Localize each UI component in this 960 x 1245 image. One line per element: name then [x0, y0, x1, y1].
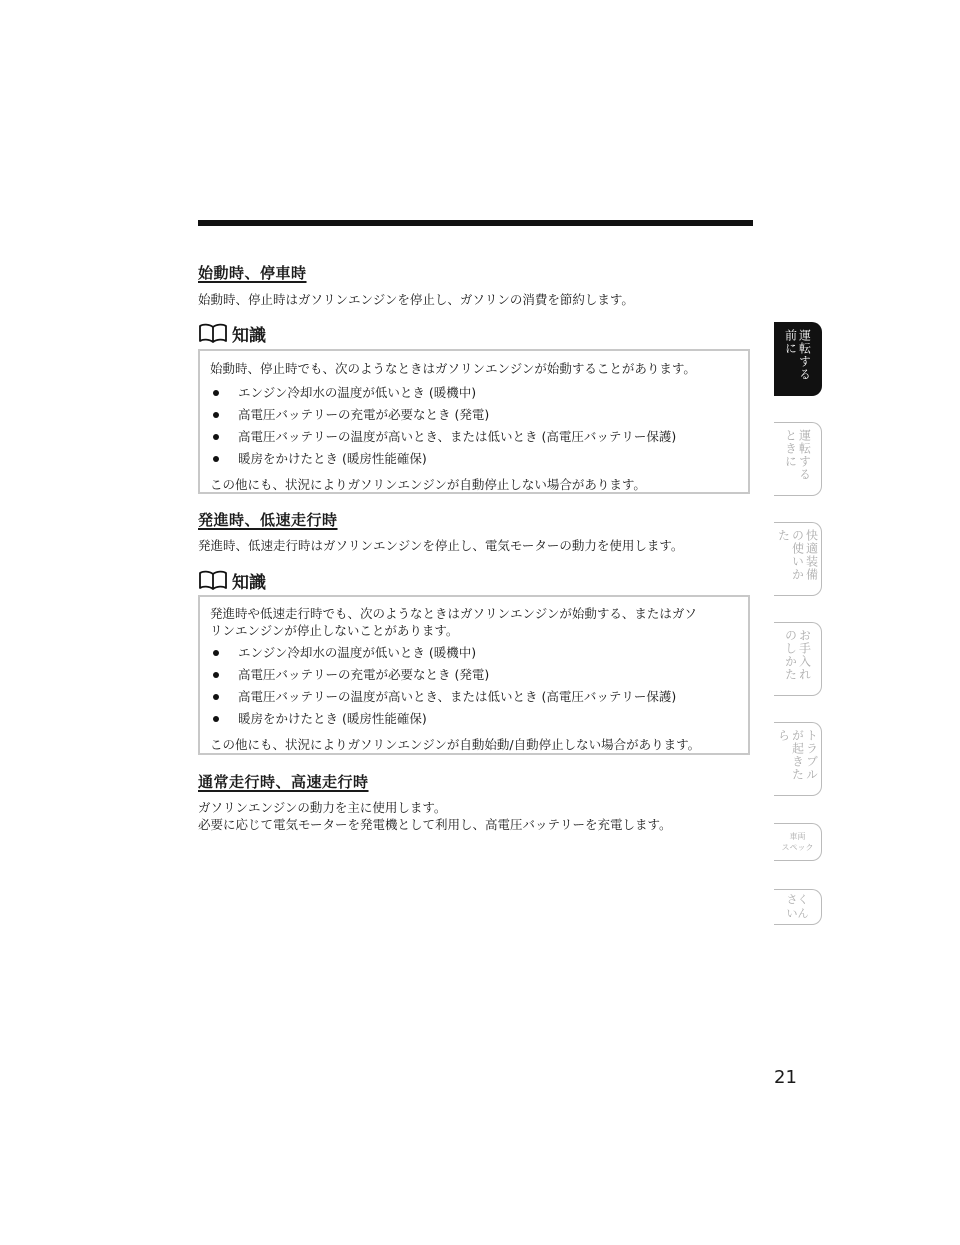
section-heading-low-speed: 発進時、低速走行時 — [198, 511, 338, 529]
list-item: 暖房をかけたとき (暖房性能確保) — [210, 709, 738, 731]
open-book-icon — [198, 322, 228, 344]
knowledge-intro-line: リンエンジンが停止しないことがあります。 — [210, 623, 459, 638]
section-description: 発進時、低速走行時はガソリンエンジンを停止し、電気モーターの動力を使用します。 — [198, 538, 684, 553]
tab-comfort-features[interactable]: 快適装備の使いかた — [774, 522, 822, 596]
section-heading-start-stop: 始動時、停車時 — [198, 264, 307, 282]
page-number: 21 — [774, 1067, 797, 1088]
tab-while-driving[interactable]: 運転するときに — [774, 422, 822, 496]
knowledge-box — [198, 349, 750, 494]
list-item: エンジン冷却水の温度が低いとき (暖機中) — [210, 643, 738, 665]
knowledge-outro: この他にも、状況によりガソリンエンジンが自動停止しない場合があります。 — [210, 477, 646, 492]
knowledge-box — [198, 595, 750, 755]
list-item: 高電圧バッテリーの充電が必要なとき (発電) — [210, 665, 738, 687]
knowledge-list — [210, 383, 738, 471]
tab-index[interactable]: さく いん — [774, 889, 822, 925]
list-item: 高電圧バッテリーの温度が高いとき、または低いとき (高電圧バッテリー保護) — [210, 687, 738, 709]
list-item: 高電圧バッテリーの充電が必要なとき (発電) — [210, 405, 738, 427]
knowledge-title — [198, 321, 266, 345]
knowledge-intro: 始動時、停止時でも、次のようなときはガソリンエンジンが始動することがあります。 — [210, 361, 696, 376]
knowledge-outro: この他にも、状況によりガソリンエンジンが自動始動/自動停止しない場合があります。 — [210, 737, 701, 752]
tab-before-driving[interactable]: 運転する前に — [774, 322, 822, 396]
tab-troubleshooting[interactable]: トラブルが起きたら — [774, 722, 822, 796]
top-divider — [198, 220, 753, 226]
knowledge-title — [198, 568, 266, 592]
list-item: エンジン冷却水の温度が低いとき (暖機中) — [210, 383, 738, 405]
section-description-line: 必要に応じて電気モーターを発電機として利用し、高電圧バッテリーを充電します。 — [198, 817, 672, 832]
knowledge-list — [210, 643, 738, 731]
knowledge-label: 知識 — [232, 325, 266, 346]
list-item: 高電圧バッテリーの温度が高いとき、または低いとき (高電圧バッテリー保護) — [210, 427, 738, 449]
list-item: 暖房をかけたとき (暖房性能確保) — [210, 449, 738, 471]
tab-vehicle-spec[interactable]: 車両 スペック — [774, 823, 822, 861]
section-heading-high-speed: 通常走行時、高速走行時 — [198, 773, 369, 791]
section-description: 始動時、停止時はガソリンエンジンを停止し、ガソリンの消費を節約します。 — [198, 292, 634, 307]
section-description-line: ガソリンエンジンの動力を主に使用します。 — [198, 800, 447, 815]
open-book-icon — [198, 569, 228, 591]
tab-maintenance[interactable]: お手入れのしかた — [774, 622, 822, 696]
knowledge-label: 知識 — [232, 572, 266, 593]
knowledge-intro-line: 発進時や低速走行時でも、次のようなときはガソリンエンジンが始動する、またはガソ — [210, 606, 697, 621]
